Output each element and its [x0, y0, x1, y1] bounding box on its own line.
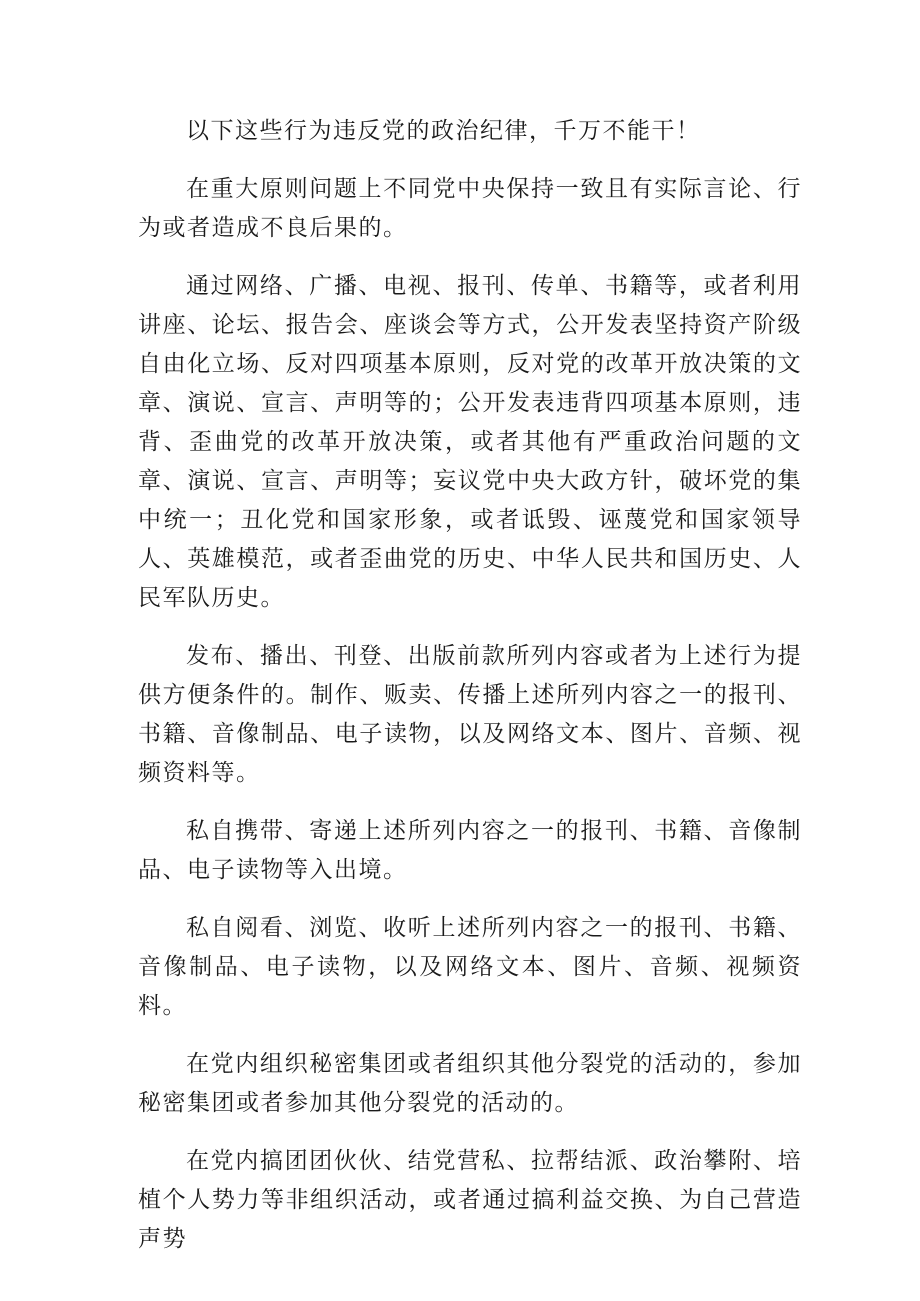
- paragraph-intro: 以下这些行为违反党的政治纪律，千万不能干！: [186, 118, 701, 144]
- paragraph-carrying: 私自携带、寄递上述所列内容之一的报刊、书籍、音像制品、电子读物等入出境。: [138, 818, 802, 883]
- document-body: [138, 112, 802, 1278]
- paragraph-publishing: 发布、播出、刊登、出版前款所列内容或者为上述行为提供方便条件的。制作、贩卖、传播上述所列内容之一的报刊、书籍、音像制品、电子读物，以及网络文本、图片、音频、视频资料等。: [138, 643, 802, 786]
- paragraph-secret-groups: 在党内组织秘密集团或者组织其他分裂党的活动的，参加秘密集团或者参加其他分裂党的活动的。: [138, 1051, 802, 1116]
- paragraph-principle-issues: 在重大原则问题上不同党中央保持一致且有实际言论、行为或者造成不良后果的。: [138, 176, 802, 241]
- paragraph-reading: 私自阅看、浏览、收听上述所列内容之一的报刊、书籍、音像制品、电子读物，以及网络文本、图片、音频、视频资料。: [138, 915, 802, 1019]
- paragraph-cliques: 在党内搞团团伙伙、结党营私、拉帮结派、政治攀附、培植个人势力等非组织活动，或者通过搞利益交换、为自己营造声势: [138, 1148, 802, 1252]
- paragraph-public-statements: 通过网络、广播、电视、报刊、传单、书籍等，或者利用讲座、论坛、报告会、座谈会等方式，公开发表坚持资产阶级自由化立场、反对四项基本原则，反对党的改革开放决策的文章、演说、宣言、声明等的；公开发表违背四项基本原则，违背、歪曲党的改革开放决策，或者其他有严重政治问题的文章、演说、宣言、声明等；妄议党中央大政方针，破坏党的集中统一；丑化党和国家形象，或者诋毁、诬蔑党和国家领导人、英雄模范，或者歪曲党的历史、中华人民共和国历史、人民军队历史。: [138, 273, 802, 611]
